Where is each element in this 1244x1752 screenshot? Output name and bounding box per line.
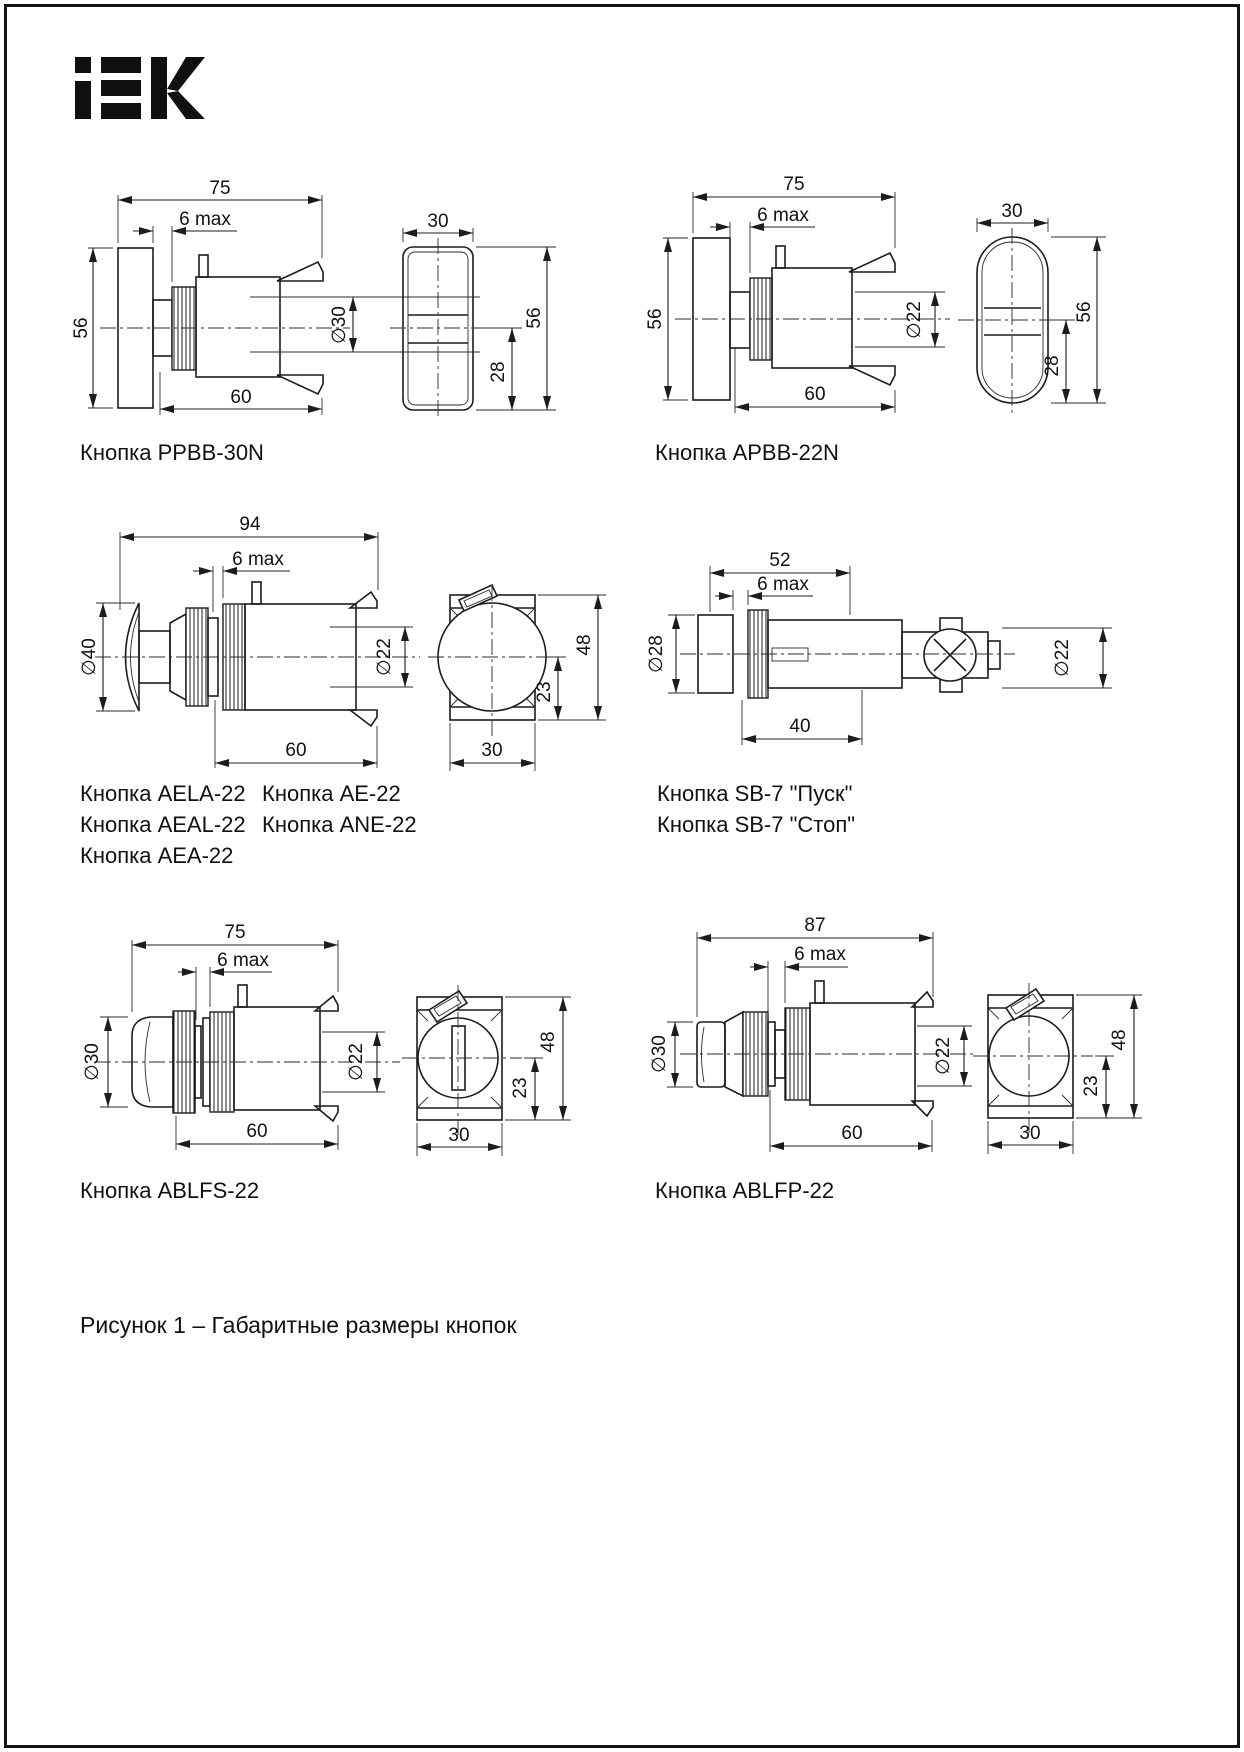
drawing-ppbb-30n bbox=[71, 175, 575, 430]
dim-front-h: 48 bbox=[574, 634, 595, 656]
drawing-apbb-22n bbox=[585, 170, 1160, 435]
label-ablfp-22: Кнопка ABLFP-22 bbox=[655, 1178, 835, 1203]
dim-panel: 6 max bbox=[217, 950, 269, 971]
dim-body: 60 bbox=[841, 1123, 863, 1144]
dim-body: 40 bbox=[789, 716, 811, 737]
iek-logo bbox=[75, 57, 205, 119]
label-aela-22: Кнопка AELA-22 bbox=[80, 781, 246, 806]
apbb-22n-front-view bbox=[958, 228, 1065, 413]
dim-dia: ∅22 bbox=[904, 301, 925, 339]
dim-front-h: 56 bbox=[524, 307, 545, 329]
dim-total: 75 bbox=[209, 178, 231, 199]
dim-panel: 6 max bbox=[794, 944, 846, 965]
label-ane-22: Кнопка ANE-22 bbox=[262, 812, 417, 837]
dim-front-w: 30 bbox=[448, 1125, 470, 1146]
dim-front-low: 23 bbox=[510, 1077, 531, 1099]
dim-dia: ∅22 bbox=[374, 638, 395, 676]
drawing-ablfp-22 bbox=[650, 912, 1180, 1165]
label-sb7-pusk: Кнопка SB-7 "Пуск" bbox=[657, 781, 853, 806]
dim-dia: ∅22 bbox=[1052, 639, 1073, 677]
dim-front-low: 23 bbox=[1081, 1075, 1102, 1097]
dim-body: 60 bbox=[285, 740, 307, 761]
dim-front-w: 30 bbox=[1001, 201, 1023, 222]
dim-front-h: 48 bbox=[1109, 1029, 1130, 1051]
dim-front-half: 28 bbox=[488, 361, 509, 383]
ppbb-30n-front-view bbox=[390, 238, 498, 420]
apbb-22n-dimensions bbox=[645, 174, 1106, 413]
figure-caption: Рисунок 1 – Габаритные размеры кнопок bbox=[80, 1312, 517, 1338]
aela-22-side-view bbox=[95, 582, 420, 726]
label-apbb-22n: Кнопка APBB-22N bbox=[655, 440, 839, 465]
dim-head: ∅30 bbox=[82, 1043, 103, 1081]
dim-total: 75 bbox=[783, 174, 805, 195]
ablfs-22-front-view bbox=[402, 985, 522, 1135]
sb-7-side-view bbox=[680, 610, 1015, 698]
dim-panel: 6 max bbox=[179, 209, 231, 230]
dim-front-w: 30 bbox=[481, 740, 503, 761]
sb-7-dimensions bbox=[646, 550, 1112, 745]
label-ppbb-30n: Кнопка PPBB-30N bbox=[80, 440, 264, 465]
dim-total: 94 bbox=[239, 514, 261, 535]
dim-total: 52 bbox=[769, 550, 791, 571]
label-ae-22: Кнопка AE-22 bbox=[262, 781, 401, 806]
dim-height: 56 bbox=[645, 308, 666, 330]
ablfp-22-front-view bbox=[973, 983, 1093, 1133]
dim-cap: ∅40 bbox=[79, 638, 100, 676]
dim-front-h: 48 bbox=[538, 1031, 559, 1053]
dim-panel: 6 max bbox=[757, 574, 809, 595]
dim-height: 56 bbox=[71, 317, 92, 339]
dim-front-low: 23 bbox=[534, 681, 555, 703]
dim-panel: 6 max bbox=[232, 549, 284, 570]
label-sb7-stop: Кнопка SB-7 "Стоп" bbox=[657, 812, 856, 837]
aela-22-front-view bbox=[428, 585, 560, 738]
dim-body: 60 bbox=[230, 387, 252, 408]
ppbb-30n-dimensions bbox=[71, 178, 556, 415]
drawing-ablfs-22 bbox=[75, 920, 585, 1165]
ablfs-22-dimensions bbox=[82, 922, 571, 1156]
label-aeal-22: Кнопка AEAL-22 bbox=[80, 812, 246, 837]
dim-body: 60 bbox=[804, 384, 826, 405]
dim-front-w: 30 bbox=[1019, 1123, 1041, 1144]
label-ablfs-22: Кнопка ABLFS-22 bbox=[80, 1178, 260, 1203]
dim-head: ∅30 bbox=[649, 1035, 670, 1073]
drawing-sb-7 bbox=[640, 550, 1130, 755]
drawing-aela-22 bbox=[79, 512, 625, 775]
dim-dia: ∅22 bbox=[933, 1037, 954, 1075]
dim-dia: ∅30 bbox=[329, 306, 350, 344]
dim-panel: 6 max bbox=[757, 205, 809, 226]
dim-total: 75 bbox=[224, 922, 246, 943]
dim-front-w: 30 bbox=[427, 211, 449, 232]
dim-front-h: 56 bbox=[1074, 301, 1095, 323]
label-aea-22: Кнопка AEA-22 bbox=[80, 843, 234, 868]
dim-dia: ∅22 bbox=[346, 1043, 367, 1081]
dim-front-half: 28 bbox=[1042, 355, 1063, 377]
dim-total: 87 bbox=[804, 915, 826, 936]
dim-body: 60 bbox=[246, 1121, 268, 1142]
ablfp-22-side-view bbox=[680, 981, 975, 1116]
dim-front: ∅28 bbox=[646, 635, 667, 673]
